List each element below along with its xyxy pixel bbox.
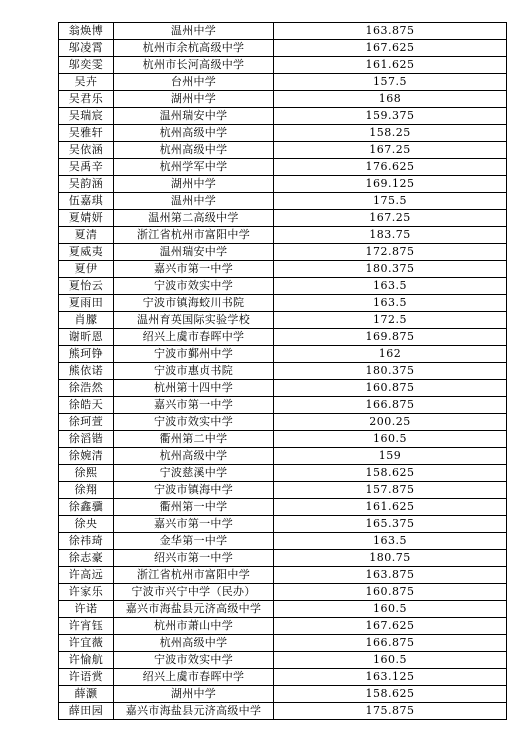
student-name-cell: 吴瑞宸: [59, 108, 114, 125]
table-row: [59, 346, 507, 363]
score-cell: 172.875: [274, 244, 507, 261]
school-cell: 宁波市镇海蛟川书院: [114, 295, 274, 312]
score-cell: 166.875: [274, 635, 507, 652]
table-row: [59, 499, 507, 516]
school-cell: 绍兴上虞市春晖中学: [114, 329, 274, 346]
score-cell: 160.5: [274, 601, 507, 618]
student-name-cell: 吴君乐: [59, 91, 114, 108]
student-name-cell: 徐志豪: [59, 550, 114, 567]
score-cell: 175.5: [274, 193, 507, 210]
table-row: [59, 210, 507, 227]
score-cell: 167.25: [274, 210, 507, 227]
school-cell: 宁波市镇海中学: [114, 482, 274, 499]
student-name-cell: 吴禹辛: [59, 159, 114, 176]
table-row: [59, 414, 507, 431]
table-row: [59, 193, 507, 210]
score-cell: 163.125: [274, 669, 507, 686]
table-row: [59, 227, 507, 244]
student-name-cell: 许高远: [59, 567, 114, 584]
table-row: [59, 329, 507, 346]
school-cell: 温州中学: [114, 23, 274, 40]
student-name-cell: 翁焕博: [59, 23, 114, 40]
school-cell: 绍兴市第一中学: [114, 550, 274, 567]
school-cell: 衢州第一中学: [114, 499, 274, 516]
student-name-cell: 许宵钰: [59, 618, 114, 635]
student-name-cell: 徐婉清: [59, 448, 114, 465]
score-cell: 163.875: [274, 23, 507, 40]
table-row: [59, 448, 507, 465]
student-name-cell: 吴卉: [59, 74, 114, 91]
student-name-cell: 徐鑫骥: [59, 499, 114, 516]
student-name-cell: 熊珂铮: [59, 346, 114, 363]
table-row: [59, 397, 507, 414]
score-cell: 167.625: [274, 618, 507, 635]
student-name-cell: 许愉航: [59, 652, 114, 669]
table-row: [59, 91, 507, 108]
school-cell: 嘉兴市第一中学: [114, 397, 274, 414]
table-row: [59, 584, 507, 601]
school-cell: 宁波市鄞州中学: [114, 346, 274, 363]
table-row: [59, 176, 507, 193]
school-cell: 杭州高级中学: [114, 142, 274, 159]
score-cell: 158.25: [274, 125, 507, 142]
table-row: [59, 516, 507, 533]
table-row: [59, 40, 507, 57]
school-cell: 湖州中学: [114, 176, 274, 193]
score-cell: 159: [274, 448, 507, 465]
student-name-cell: 徐翔: [59, 482, 114, 499]
student-name-cell: 徐祎琦: [59, 533, 114, 550]
score-cell: 167.625: [274, 40, 507, 57]
table-row: [59, 74, 507, 91]
score-cell: 180.75: [274, 550, 507, 567]
table-row: [59, 652, 507, 669]
table-row: [59, 261, 507, 278]
student-name-cell: 薛田园: [59, 703, 114, 720]
table-row: [59, 703, 507, 720]
table-row: [59, 550, 507, 567]
school-cell: 嘉兴市第一中学: [114, 261, 274, 278]
student-name-cell: 肖朦: [59, 312, 114, 329]
school-cell: 温州瑞安中学: [114, 108, 274, 125]
school-cell: 温州瑞安中学: [114, 244, 274, 261]
score-cell: 200.25: [274, 414, 507, 431]
school-cell: 杭州市萧山中学: [114, 618, 274, 635]
student-name-cell: 夏婧妍: [59, 210, 114, 227]
student-name-cell: 徐皓天: [59, 397, 114, 414]
table-row: [59, 380, 507, 397]
school-cell: 杭州学军中学: [114, 159, 274, 176]
student-name-cell: 夏伊: [59, 261, 114, 278]
score-cell: 163.5: [274, 295, 507, 312]
student-name-cell: 夏雨田: [59, 295, 114, 312]
school-cell: 湖州中学: [114, 91, 274, 108]
score-cell: 175.875: [274, 703, 507, 720]
table-row: [59, 601, 507, 618]
student-name-cell: 邬奕雯: [59, 57, 114, 74]
school-cell: 杭州高级中学: [114, 448, 274, 465]
school-cell: 湖州中学: [114, 686, 274, 703]
school-cell: 杭州市长河高级中学: [114, 57, 274, 74]
table-row: [59, 533, 507, 550]
table-row: [59, 482, 507, 499]
score-cell: 183.75: [274, 227, 507, 244]
school-cell: 杭州市余杭高级中学: [114, 40, 274, 57]
table-row: [59, 125, 507, 142]
table-row: [59, 363, 507, 380]
school-cell: 杭州第十四中学: [114, 380, 274, 397]
table-row: [59, 465, 507, 482]
score-table-body: [59, 23, 507, 720]
score-cell: 159.375: [274, 108, 507, 125]
table-row: [59, 635, 507, 652]
school-cell: 绍兴上虞市春晖中学: [114, 669, 274, 686]
table-row: [59, 142, 507, 159]
table-row: [59, 159, 507, 176]
school-cell: 宁波市效实中学: [114, 278, 274, 295]
table-row: [59, 686, 507, 703]
score-cell: 160.5: [274, 431, 507, 448]
score-cell: 176.625: [274, 159, 507, 176]
student-name-cell: 徐央: [59, 516, 114, 533]
table-row: [59, 618, 507, 635]
score-cell: 167.25: [274, 142, 507, 159]
school-cell: 宁波市惠贞书院: [114, 363, 274, 380]
score-cell: 169.875: [274, 329, 507, 346]
score-cell: 166.875: [274, 397, 507, 414]
student-name-cell: 许诺: [59, 601, 114, 618]
student-name-cell: 吴雅轩: [59, 125, 114, 142]
score-cell: 165.375: [274, 516, 507, 533]
score-cell: 157.875: [274, 482, 507, 499]
score-cell: 158.625: [274, 465, 507, 482]
table-row: [59, 669, 507, 686]
student-name-cell: 许宜薇: [59, 635, 114, 652]
score-cell: 161.625: [274, 499, 507, 516]
student-name-cell: 徐浩然: [59, 380, 114, 397]
score-cell: 157.5: [274, 74, 507, 91]
school-cell: 宁波市效实中学: [114, 414, 274, 431]
school-cell: 温州第二高级中学: [114, 210, 274, 227]
student-name-cell: 夏清: [59, 227, 114, 244]
school-cell: 宁波市兴宁中学（民办）: [114, 584, 274, 601]
score-cell: 163.875: [274, 567, 507, 584]
score-cell: 160.875: [274, 380, 507, 397]
student-name-cell: 夏怡云: [59, 278, 114, 295]
score-cell: 163.5: [274, 533, 507, 550]
school-cell: 杭州高级中学: [114, 125, 274, 142]
school-cell: 金华第一中学: [114, 533, 274, 550]
school-cell: 浙江省杭州市富阳中学: [114, 567, 274, 584]
student-name-cell: 徐滔锴: [59, 431, 114, 448]
student-name-cell: 吴依涵: [59, 142, 114, 159]
school-cell: 浙江省杭州市富阳中学: [114, 227, 274, 244]
student-name-cell: 徐熙: [59, 465, 114, 482]
table-row: [59, 278, 507, 295]
school-cell: 温州中学: [114, 193, 274, 210]
school-cell: 台州中学: [114, 74, 274, 91]
table-row: [59, 295, 507, 312]
score-cell: 160.875: [274, 584, 507, 601]
score-cell: 180.375: [274, 261, 507, 278]
table-row: [59, 244, 507, 261]
school-cell: 嘉兴市海盐县元济高级中学: [114, 703, 274, 720]
student-name-cell: 伍嘉琪: [59, 193, 114, 210]
school-cell: 嘉兴市海盐县元济高级中学: [114, 601, 274, 618]
student-name-cell: 许语赏: [59, 669, 114, 686]
score-cell: 162: [274, 346, 507, 363]
score-cell: 172.5: [274, 312, 507, 329]
student-name-cell: 谢昕恩: [59, 329, 114, 346]
score-cell: 169.125: [274, 176, 507, 193]
student-name-cell: 吴韵涵: [59, 176, 114, 193]
school-cell: 杭州高级中学: [114, 635, 274, 652]
table-row: [59, 23, 507, 40]
score-cell: 158.625: [274, 686, 507, 703]
score-cell: 168: [274, 91, 507, 108]
table-row: [59, 567, 507, 584]
table-row: [59, 431, 507, 448]
score-table: [58, 22, 507, 720]
score-cell: 161.625: [274, 57, 507, 74]
student-name-cell: 徐珂萱: [59, 414, 114, 431]
table-row: [59, 312, 507, 329]
student-name-cell: 许家乐: [59, 584, 114, 601]
table-row: [59, 108, 507, 125]
score-cell: 180.375: [274, 363, 507, 380]
school-cell: 宁波市效实中学: [114, 652, 274, 669]
student-name-cell: 薛灏: [59, 686, 114, 703]
table-row: [59, 57, 507, 74]
student-name-cell: 熊依诺: [59, 363, 114, 380]
school-cell: 嘉兴市第一中学: [114, 516, 274, 533]
school-cell: 衢州第二中学: [114, 431, 274, 448]
score-cell: 160.5: [274, 652, 507, 669]
school-cell: 宁波慈溪中学: [114, 465, 274, 482]
school-cell: 温州育英国际实验学校: [114, 312, 274, 329]
student-name-cell: 夏威夷: [59, 244, 114, 261]
score-cell: 163.5: [274, 278, 507, 295]
student-name-cell: 邬凌霄: [59, 40, 114, 57]
